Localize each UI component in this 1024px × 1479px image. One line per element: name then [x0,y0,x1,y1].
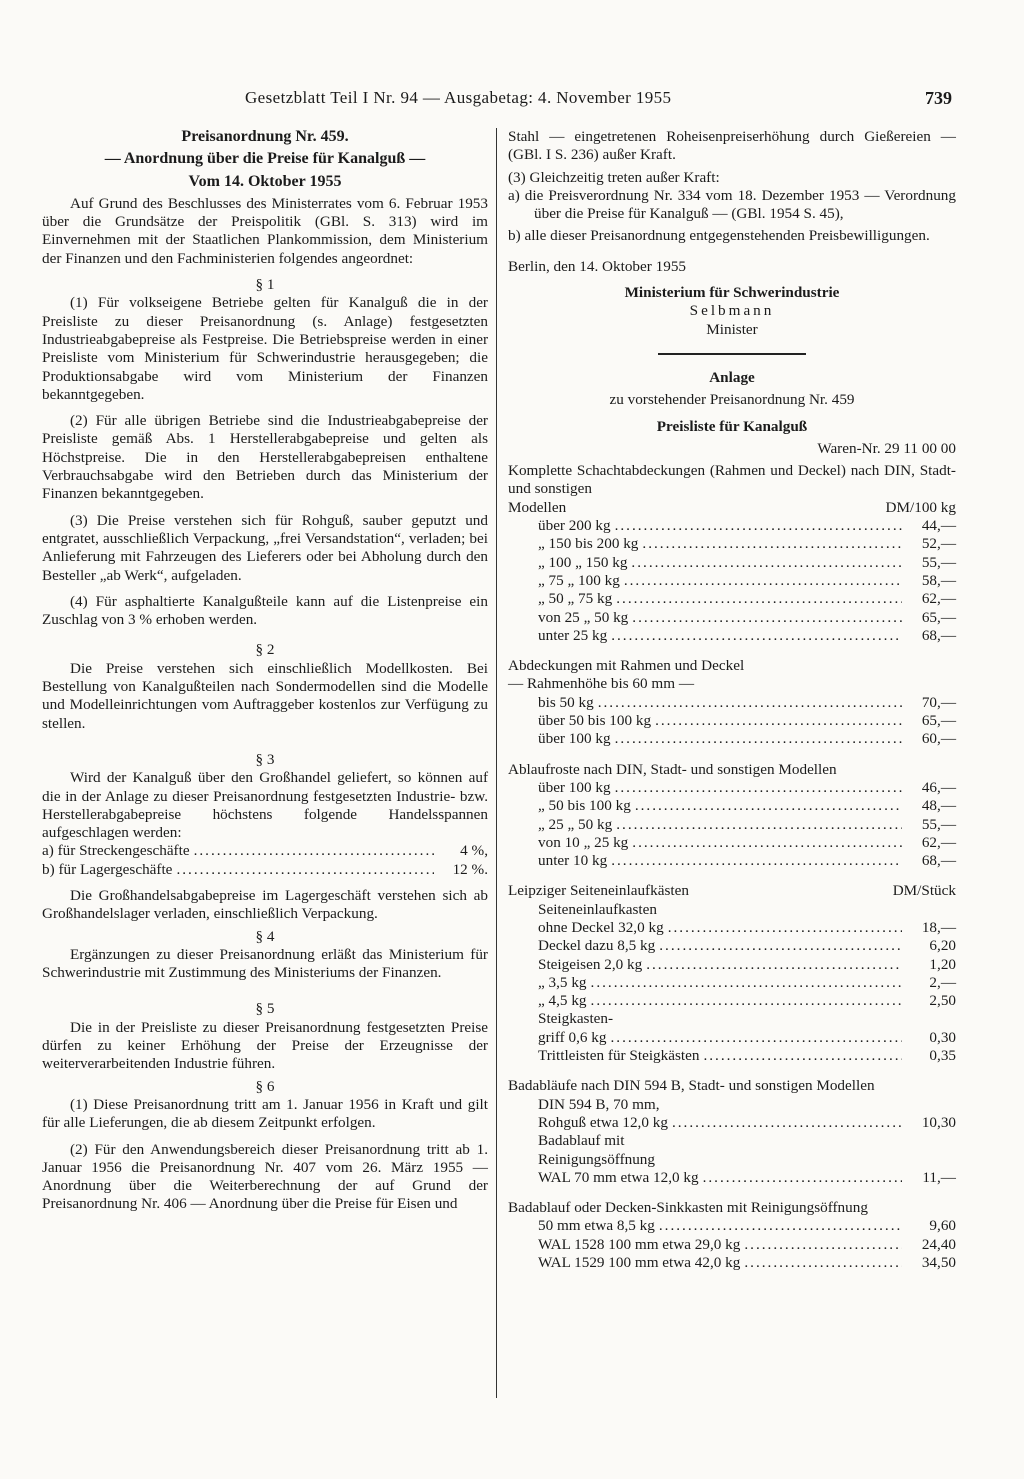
price-row: über 50 bis 100 kg ..... 65,— [538,712,956,730]
continuation-paragraph: Stahl — eingetretenen Roheisenpreiserhöhung durch Gießereien — (GBl. I S. 236) außer Kraft. [508,128,956,164]
group-1-title: Komplette Schachtabdeckungen (Rahmen und Deckel) nach DIN, Stadt- und sonstigen [508,462,956,498]
ordinance-subtitle: — Anordnung über die Preise für Kanalguß — [104,150,426,168]
group-5-title: Badabläufe nach DIN 594 B, Stadt- und sonstigen Modellen [508,1077,875,1095]
price-row: von 10 „ 25 kg ..... 62,— [538,834,956,852]
price-row: griff 0,6 kg ..... 0,30 [538,1029,956,1047]
group-3-rows [508,779,956,870]
left-column [42,128,488,1214]
section-1-para-3: (3) Die Preise verstehen sich für Rohguß, sauber geputzt und entgratet, ausschließlich Verpackung, „frei Versandstation“, verladen; bei Anlieferung mit Fahrzeugen des Lieferers oder bei Abholung durch den Besteller „ab Werk“, aufgeladen. [42,511,488,584]
price-row: unter 25 kg ..... 68,— [538,627,956,645]
section-1-heading: § 1 [255,276,275,294]
group-2-subtitle: — Rahmenhöhe bis 60 mm — [508,675,695,693]
intro-paragraph: Auf Grund des Beschlusses des Ministerrates vom 6. Februar 1953 über die Grundsätze der Preispolitik (GBl. S. 313) wird im Einvernehmen mit der Staatlichen Plankommission, dem Ministerium der Finanzen und den Fachministerien folgendes angeordnet: [42,194,488,267]
annex-subtitle: zu vorstehender Preisanordnung Nr. 459 [609,391,855,409]
para-3: (3) Gleichzeitig treten außer Kraft: [508,168,720,186]
price-row: über 100 kg ..... 60,— [538,730,956,748]
price-row: „ 100 „ 150 kg ..... 55,— [538,554,956,572]
right-column [508,128,956,1272]
unit-dm-100kg: DM/100 kg [885,498,956,516]
section-1-para-4: (4) Für asphaltierte Kanalgußteile kann auf die Listenpreise ein Zuschlag von 3 % erhoben werden. [42,592,488,629]
section-5-heading: § 5 [255,1000,275,1018]
price-row: über 200 kg ..... 44,— [538,517,956,535]
group-2-title: Abdeckungen mit Rahmen und Deckel [508,657,745,675]
price-row: bis 50 kg ..... 70,— [538,694,956,712]
price-row: über 100 kg ..... 46,— [538,779,956,797]
price-row: WAL 70 mm etwa 12,0 kg ..... 11,— [538,1169,956,1187]
group-4-rows [508,919,956,1010]
section-4-para: Ergänzungen zu dieser Preisanordnung erläßt das Ministerium für Schwerindustrie mit Zustimmung des Ministeriums der Finanzen. [42,945,488,982]
signer-name: Selbmann [689,302,775,320]
group-6-title: Badablauf oder Decken-Sinkkasten mit Reinigungsöffnung [508,1199,868,1217]
price-row: 50 mm etwa 8,5 kg ..... 9,60 [538,1217,956,1235]
price-row: WAL 1528 100 mm etwa 29,0 kg ..... 24,40 [538,1236,956,1254]
group-3-title: Ablaufroste nach DIN, Stadt- und sonstigen Modellen [508,760,837,778]
group-6-rows [508,1217,956,1272]
para-3b: b) alle dieser Preisanordnung entgegenstehenden Preisbewilligungen. [508,227,930,245]
page-number: 739 [925,88,952,108]
annex-heading: Anlage [709,368,755,386]
section-6-para-1: (1) Diese Preisanordnung tritt am 1. Januar 1956 in Kraft und gilt für alle Lieferungen, die ab diesem Zeitpunkt erfolgen. [42,1095,488,1132]
group-1-title-cont: Modellen [508,498,567,516]
margin-a: a) für Streckengeschäfte ..... 4 %, [42,842,488,860]
signing-date: Berlin, den 14. Oktober 1955 [508,257,687,275]
price-row: ohne Deckel 32,0 kg ..... 18,— [538,919,956,937]
price-row: „ 75 „ 100 kg ..... 58,— [538,572,956,590]
section-6-para-2: (2) Für den Anwendungsbereich dieser Preisanordnung tritt ab 1. Januar 1956 die Preisanordnung Nr. 407 vom 26. März 1955 — Anordnung über die Weiterberechnung der auf Grund der Preisanordnung Nr. 406 — Anordnung über die Preise für Eisen und [42,1140,488,1213]
separator-rule [658,353,806,355]
ordinance-title: Preisanordnung Nr. 459. [181,128,349,145]
price-row: Rohguß etwa 12,0 kg ..... 10,30 [538,1114,956,1132]
section-3-para: Wird der Kanalguß über den Großhandel geliefert, so können auf die in der Anlage zu dieser Preisanordnung festgesetzten Industrie- bzw. Herstellerabgabepreise höchstens folgende Handelsspannen aufgeschlagen werden: [42,769,488,842]
price-row: WAL 1529 100 mm etwa 42,0 kg ..... 34,50 [538,1254,956,1272]
g4-steigkasten: Steigkasten- [538,1010,614,1028]
section-3-para-2: Die Großhandelsabgabepreise im Lagergeschäft verstehen sich ab Großhandelslager verladen, einschließlich Verpackung. [42,886,488,923]
section-1-para-1: (1) Für volkseigene Betriebe gelten für Kanalguß die in der Preisliste zu dieser Preisanordnung (s. Anlage) festgesetzten Industrieabgabepreise als Festpreise. Die Betriebspreise werden in einer Preisliste vom Ministerium für Schwerindustrie herausgegeben; die Produktionsabgabe wird vom Ministerium der Finanzen bekanntgegeben. [42,294,488,403]
group-2-rows [508,694,956,749]
g5-reinigung: Reinigungsöffnung [538,1150,655,1168]
group-4-title: Leipziger Seiteneinlaufkästen [508,882,689,900]
signer-role: Minister [706,320,758,338]
g5-badablauf: Badablauf mit [538,1132,625,1150]
page-header [0,88,1024,114]
price-row: unter 10 kg ..... 68,— [538,852,956,870]
price-row: „ 50 „ 75 kg ..... 62,— [538,590,956,608]
goods-number: Waren-Nr. 29 11 00 00 [817,439,956,457]
price-row: Steigeisen 2,0 kg ..... 1,20 [538,956,956,974]
section-2-para: Die Preise verstehen sich einschließlich Modellkosten. Bei Bestellung von Kanalgußteilen nach Sondermodellen sind die Modelle und Modelleinrichtungen vom Auftraggeber kostenlos zur Verfügung zu stellen. [42,659,488,732]
group-1-rows [508,517,956,645]
para-3a: a) die Preisverordnung Nr. 334 vom 18. Dezember 1953 — Verordnung über die Preise für Kanalguß — (GBl. 1954 S. 45), [508,186,956,223]
margin-b: b) für Lagergeschäfte ..... 12 %. [42,861,488,879]
ministry-name: Ministerium für Schwerindustrie [624,284,840,302]
section-6-heading: § 6 [255,1077,275,1095]
section-3-heading: § 3 [255,750,275,768]
section-5-para: Die in der Preisliste zu dieser Preisanordnung festgesetzten Preise dürfen zu keiner Erhöhung der Preise der Erzeugnisse der weiterverarbeitenden Industrie führen. [42,1018,488,1073]
price-row: „ 25 „ 50 kg ..... 55,— [538,816,956,834]
price-row: „ 4,5 kg ..... 2,50 [538,992,956,1010]
price-row: Deckel dazu 8,5 kg ..... 6,20 [538,937,956,955]
header-title: Gesetzblatt Teil I Nr. 94 — Ausgabetag: 4. November 1955 [245,88,672,107]
ordinance-date: Vom 14. Oktober 1955 [188,172,342,190]
price-row: von 25 „ 50 kg ..... 65,— [538,609,956,627]
section-1-para-2: (2) Für alle übrigen Betriebe sind die Industrieabgabepreise der Preisliste gemäß Abs. 1 Herstellerabgabepreise und gelten als Höchstpreise. Die in den Herstellerabgabepreisen enthaltene Verbrauchsabgabe wird den Betrieben durch das Ministerium der Finanzen bekanntgegeben. [42,412,488,503]
g5-din: DIN 594 B, 70 mm, [538,1095,660,1113]
price-row: „ 3,5 kg ..... 2,— [538,974,956,992]
price-row: „ 50 bis 100 kg ..... 48,— [538,797,956,815]
price-list-title: Preisliste für Kanalguß [656,417,808,435]
unit-dm-stueck: DM/Stück [892,882,956,900]
section-4-heading: § 4 [255,927,275,945]
price-row: Trittleisten für Steigkästen ..... 0,35 [538,1047,956,1065]
price-row: „ 150 bis 200 kg ..... 52,— [538,535,956,553]
section-2-heading: § 2 [255,641,275,659]
group-4-subtitle: Seiteneinlaufkasten [538,900,657,918]
column-divider [496,128,497,1398]
